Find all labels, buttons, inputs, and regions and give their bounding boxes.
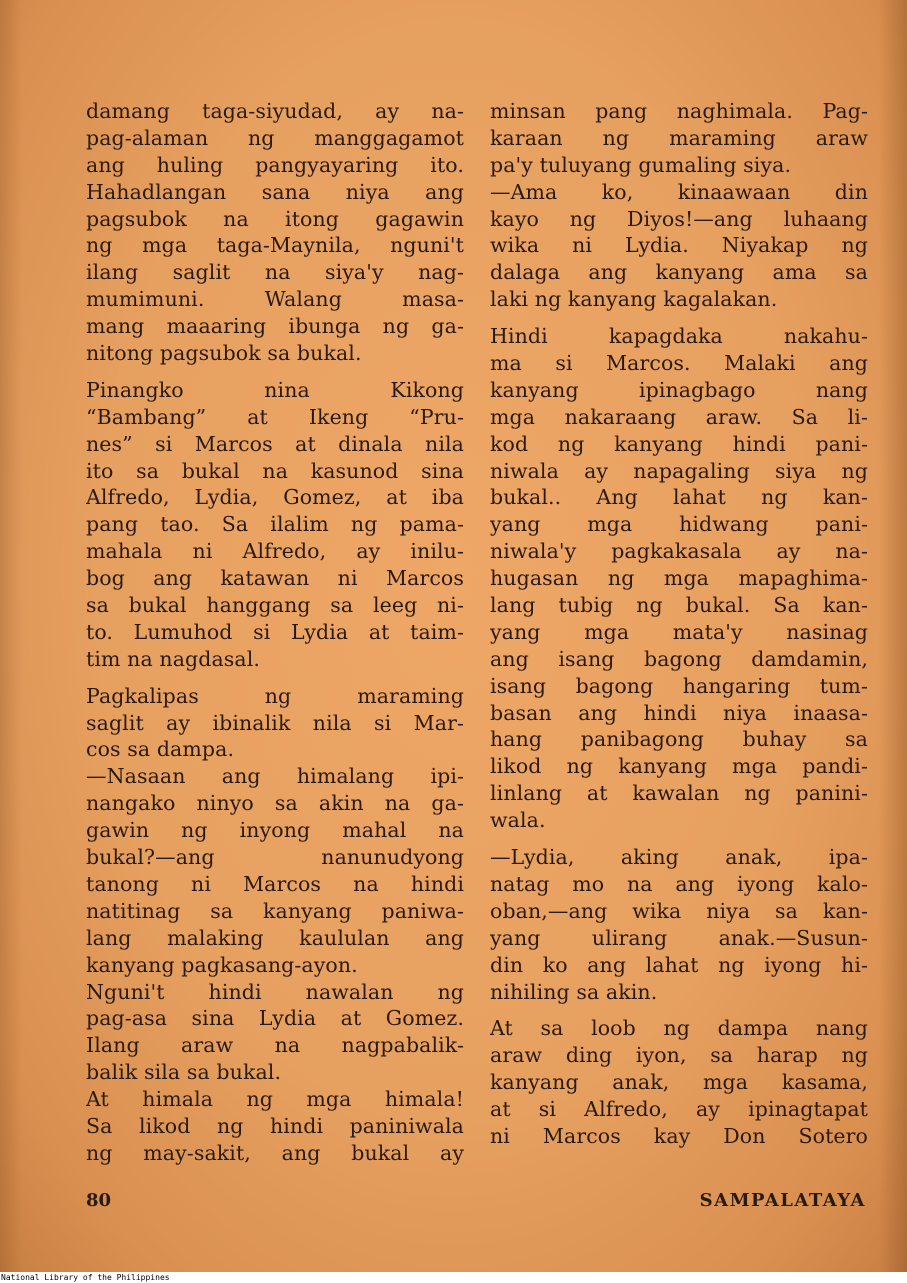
text-line: hang panibagong buhay sa [490, 727, 868, 752]
text-line: at si Alfredo, ay ipinagtapat [490, 1097, 868, 1122]
scan-credit-strip [0, 1272, 907, 1283]
text-line: nitong pagsubok sa bukal. [86, 341, 362, 366]
paragraph-gap [490, 834, 868, 844]
text-line: damang taga-siyudad, ay na- [86, 99, 464, 123]
text-line: bog ang katawan ni Marcos [86, 566, 464, 591]
text-line: lang malaking kaululan ang [86, 925, 464, 950]
text-line: niwala ay napagaling siya ng [490, 458, 868, 483]
text-line: gawin ng inyong mahal na [86, 818, 464, 843]
text-line: At himala ng mga himala! [86, 1087, 464, 1112]
paragraph-gap [490, 1005, 868, 1015]
text-line: Hahadlangan sana niya ang [86, 179, 464, 204]
text-line: din ko ang lahat ng iyong hi- [490, 952, 868, 977]
text-line: likod ng kanyang mga pandi- [490, 754, 868, 779]
text-line: ng may-sakit, ang bukal ay [86, 1140, 464, 1165]
text-line: to. Lumuhod si Lydia at taim- [86, 619, 464, 644]
text-line: yang mga mata'y nasinag [490, 619, 868, 644]
paragraph-gap [86, 367, 464, 377]
text-line: Hindi kapagdaka nakahu- [490, 324, 868, 349]
text-line: ang huling pangyayaring ito. [86, 152, 464, 177]
text-line: ang isang bagong damdamin, [490, 646, 868, 671]
text-line: dalaga ang kanyang ama sa [490, 260, 868, 285]
text-line: “Bambang” at Ikeng “Pru- [86, 404, 464, 429]
text-line: pag-alaman ng manggagamot [86, 125, 464, 150]
paragraph-gap [86, 673, 464, 683]
text-line: kanyang anak, mga kasama, [490, 1070, 868, 1095]
text-line: basan ang hindi niya inaasa- [490, 700, 868, 725]
text-line: pagsubok na itong gagawin [86, 206, 464, 231]
text-line: natitinag sa kanyang paniwa- [86, 898, 464, 923]
text-line: ilang saglit na siya'y nag- [86, 260, 464, 285]
text-line: karaan ng maraming araw [490, 125, 868, 150]
running-title: SAMPALATAYA [699, 1190, 866, 1211]
text-line: Alfredo, Lydia, Gomez, at iba [86, 485, 464, 510]
text-line: hugasan ng mga mapaghima- [490, 566, 868, 591]
text-line: Sa likod ng hindi paniniwala [86, 1113, 464, 1138]
text-line: saglit ay ibinalik nila si Mar- [86, 710, 464, 735]
text-line: tim na nagdasal. [86, 646, 260, 671]
text-line: nangako ninyo sa akin na ga- [86, 791, 464, 816]
text-line: oban,—ang wika niya sa kan- [490, 898, 868, 923]
text-line: —Lydia, aking anak, ipa- [490, 845, 868, 870]
text-line: isang bagong hangaring tum- [490, 673, 868, 698]
text-line: wala. [490, 808, 546, 833]
text-line: cos sa dampa. [86, 737, 235, 762]
text-line: kanyang ipinagbago nang [490, 377, 868, 402]
text-line: mahala ni Alfredo, ay inilu- [86, 539, 464, 564]
text-line: bukal.. Ang lahat ng kan- [490, 485, 868, 510]
text-line: kod ng kanyang hindi pani- [490, 431, 868, 456]
right-text-column [490, 98, 868, 1150]
text-line: kanyang pagkasang-ayon. [86, 952, 358, 977]
text-line: lang tubig ng bukal. Sa kan- [490, 593, 868, 618]
text-line: bukal?—ang nanunudyong [86, 845, 464, 870]
text-line: yang ulirang anak.—Susun- [490, 925, 868, 950]
text-line: pang tao. Sa ilalim ng pama- [86, 512, 464, 537]
text-line: linlang at kawalan ng panini- [490, 781, 868, 806]
text-line: pa'y tuluyang gumaling siya. [490, 152, 792, 177]
text-line: sa bukal hanggang sa leeg ni- [86, 593, 464, 618]
text-line: mumimuni. Walang masa- [86, 287, 464, 312]
text-line: ma si Marcos. Malaki ang [490, 351, 868, 376]
library-credit: National Library of the Philippines [1, 1273, 170, 1282]
text-line: Pinangko nina Kikong [86, 377, 464, 402]
text-line: Ilang araw na nagpabalik- [86, 1033, 464, 1058]
text-line: mang maaaring ibunga ng ga- [86, 314, 464, 339]
text-line: nes” si Marcos at dinala nila [86, 431, 464, 456]
text-line: niwala'y pagkakasala ay na- [490, 539, 868, 564]
text-line: —Nasaan ang himalang ipi- [86, 764, 464, 789]
text-line: wika ni Lydia. Niyakap ng [490, 233, 868, 258]
text-line: laki ng kanyang kagalakan. [490, 287, 778, 312]
text-line: ito sa bukal na kasunod sina [86, 458, 464, 483]
text-line: minsan pang naghimala. Pag- [490, 99, 868, 123]
text-line: natag mo na ang iyong kalo- [490, 871, 868, 896]
text-line: mga nakaraang araw. Sa li- [490, 404, 868, 429]
page-number: 80 [86, 1190, 112, 1211]
text-line: kayo ng Diyos!—ang luhaang [490, 206, 868, 231]
text-line: At sa loob ng dampa nang [490, 1016, 868, 1041]
paragraph-gap [490, 313, 868, 323]
text-line: Nguni't hindi nawalan ng [86, 979, 464, 1004]
text-line: balik sila sa bukal. [86, 1060, 282, 1085]
text-line: ni Marcos kay Don Sotero [490, 1123, 868, 1148]
text-line: yang mga hidwang pani- [490, 512, 868, 537]
text-line: Pagkalipas ng maraming [86, 683, 464, 708]
text-line: —Ama ko, kinaawaan din [490, 179, 868, 204]
text-line: araw ding iyon, sa harap ng [490, 1043, 868, 1068]
text-line: nihiling sa akin. [490, 979, 658, 1004]
text-line: tanong ni Marcos na hindi [86, 871, 464, 896]
text-line: ng mga taga-Maynila, nguni't [86, 233, 464, 258]
page-footer [86, 1190, 866, 1216]
left-text-column [86, 98, 464, 1167]
text-line: pag-asa sina Lydia at Gomez. [86, 1006, 464, 1031]
